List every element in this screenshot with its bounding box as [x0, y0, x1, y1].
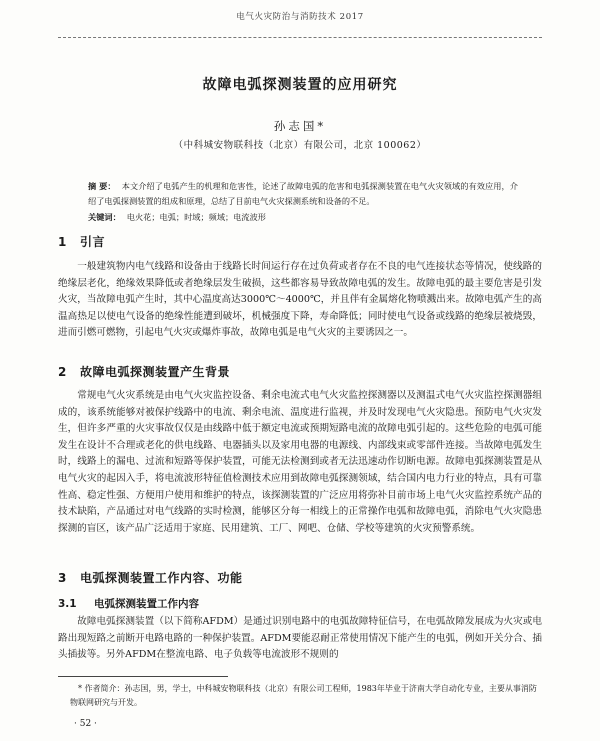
author-affiliation: （中科城安物联科技（北京）有限公司，北京 100062）	[173, 140, 427, 151]
section-2-paragraph: 常规电气火灾系统是由电气火灾监控设备、剩余电流式电气火灾监控探测器以及测温式电气火灾监控探测器组成的，该系统能够对被保护线路中的电流、剩余电流、温度进行监视，并及时发现电气火灾隐患。预防电气火灾发生，但许多严重的火灾事故仅仅是由线路中低于额定电流或预期短路电流的故障电弧引起的。这些危险的电弧可能发生在设计不合理或老化的供电线路、电器插头以及家用电器的电源线、内部线束或零部件连接。当故障电弧发生时，线路上的漏电、过流和短路等保护装置，可能无法检测到或者无法迅速动作切断电源。故障电弧探测装置是从电气火灾的起因入手，将电流波形特征值检测技术应用到故障电弧探测领域，结合国内电力行业的特点，具有可靠性高、稳定性强、方便用户使用和维护的特点，该探测装置的广泛应用将弥补目前市场上电气火灾监控系统产品的技术缺陷，产品通过对电气线路的实时检测，能够区分每一相线上的正常操作电弧和故障电弧，消除电气火灾隐患探测的盲区，该产品广泛适用于家庭、民用建筑、工厂、网吧、仓储、学校等建筑的火灾预警系统。	[58, 390, 542, 534]
page-number: · 52 ·	[74, 719, 97, 729]
footnote-divider	[58, 676, 228, 677]
keywords	[88, 210, 518, 224]
section-heading-3	[58, 569, 243, 586]
subsection-title: 电弧探测装置工作内容	[94, 598, 199, 610]
section-number: 3	[58, 571, 67, 585]
section-title: 引言	[80, 235, 106, 249]
author-name: 孙志国*	[273, 119, 327, 133]
section-heading-1	[58, 233, 105, 250]
journal-header: 电气火灾防治与消防技术 2017	[236, 12, 364, 22]
header-divider	[58, 37, 542, 38]
section-number: 1	[58, 235, 67, 249]
author-footnote: * 作者简介：孙志国，男，学士，中科城安物联科技（北京）有限公司工程师，1983年毕业于济南大学自动化专业，主要从事消防物联网研究与开发。	[70, 684, 537, 707]
abstract-text: 本文介绍了电弧产生的机理和危害性，论述了故障电弧的危害和电弧探测装置在电气火灾领域的有效应用，介绍了电弧探测装置的组成和原理，总结了目前电气火灾探测系统和设备的不足。	[88, 181, 518, 206]
abstract-label: 摘 要：	[88, 181, 116, 191]
keywords-label: 关键词：	[88, 212, 121, 222]
section-title: 故障电弧探测装置产生背景	[80, 365, 231, 379]
subsection-heading-3-1	[58, 596, 199, 611]
section-number: 2	[58, 365, 67, 379]
section-1-paragraph: 一般建筑物内电气线路和设备由于线路长时间运行存在过负荷或者存在不良的电气连接状态等情况，使线路的绝缘层老化，绝缘效果降低或者绝缘层发生破损，这些都容易导致故障电弧的发生。故障电弧的最主要危害是引发火灾，当故障电弧产生时，其中心温度高达3000℃～4000℃，并且伴有金属熔化物喷溅出来。故障电弧产生的高温高热足以使电气设备的绝缘性能遭到破坏，机械强度下降，寿命降低；同时使电气设备或线路的绝缘层被烧毁，进而引燃可燃物，引起电气火灾或爆炸事故，故障电弧是电气火灾的主要诱因之一。	[58, 261, 542, 339]
abstract	[88, 179, 518, 208]
subsection-number: 3.1	[58, 598, 77, 610]
keywords-text: 电火花；电弧；时域；频域；电流波形	[126, 212, 266, 222]
paper-title: 故障电弧探测装置的应用研究	[202, 77, 398, 93]
section-3-1-paragraph: 故障电弧探测装置（以下简称AFDM）是通过识别电路中的电弧故障特征信号，在电弧故障发展成为火灾或电路出现短路之前断开电路电路的一种保护装置。AFDM要能忍耐正常使用情况下能产生的电弧，例如开关分合、插头插拔等。另外AFDM在整流电路、电子负载等电流波形不规则的	[58, 616, 542, 661]
section-heading-2	[58, 363, 230, 380]
section-title: 电弧探测装置工作内容、功能	[80, 571, 243, 585]
